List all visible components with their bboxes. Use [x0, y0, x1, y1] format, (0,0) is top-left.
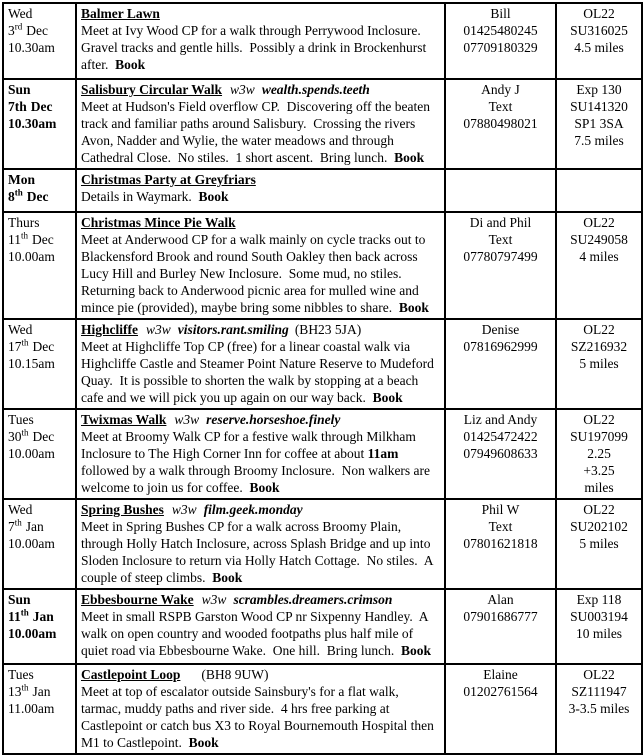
w3w-label: w3w — [174, 412, 200, 427]
w3w-address: film.geek.monday — [203, 502, 303, 517]
date-num: 11 — [8, 609, 21, 624]
date-cell — [3, 212, 76, 319]
w3w-address: reserve.horseshoe.finely — [206, 412, 341, 427]
map-line: 4.5 miles — [574, 40, 624, 55]
map-cell — [556, 499, 642, 589]
date-day: Mon — [8, 172, 35, 187]
contact-line: 01202761564 — [463, 684, 538, 699]
book-label: Book — [115, 57, 146, 72]
walk-description — [81, 231, 440, 316]
date-line2 — [8, 231, 71, 248]
date-month: Dec — [32, 339, 55, 354]
date-suffix: th — [21, 682, 29, 693]
date-day: Tues — [8, 667, 34, 682]
date-cell — [3, 499, 76, 589]
walk-cell — [76, 79, 445, 169]
date-time: 10.00am — [8, 626, 57, 641]
map-cell — [556, 3, 642, 79]
contact-line: Andy J — [481, 82, 520, 97]
walk-cell — [76, 169, 445, 212]
book-label: Book — [188, 735, 219, 750]
walk-body-text: Meet in small RSPB Garston Wood CP nr Sixpenny Handley. A walk on open country and wooded footpaths plus half mile of quiet road via Ebbesbourne Wake. One hill. Bring lunch. — [81, 609, 432, 658]
walk-cell — [76, 499, 445, 589]
date-num: 8 — [8, 189, 15, 204]
walk-body-text: Meet in Spring Bushes CP for a walk across Broomy Plain, through Holly Hatch Inclosure, across Splash Bridge and up into Sloden Inclosure to return via Holly Hatch Cottage. No stiles. A couple of steep climbs. — [81, 519, 437, 585]
date-month: Dec — [26, 189, 49, 204]
map-cell — [556, 169, 642, 212]
table-row — [3, 169, 642, 212]
date-num: 7 — [8, 519, 15, 534]
table-row — [3, 499, 642, 589]
date-cell — [3, 409, 76, 499]
map-cell — [556, 319, 642, 409]
walk-title-line — [81, 411, 440, 428]
date-cell — [3, 319, 76, 409]
contact-cell — [445, 319, 556, 409]
map-line: miles — [584, 480, 614, 495]
date-line2 — [8, 608, 71, 625]
date-suffix: th — [21, 230, 29, 241]
walk-description — [81, 608, 440, 659]
table-row — [3, 3, 642, 79]
contact-cell — [445, 3, 556, 79]
map-line: +3.25 — [583, 463, 615, 478]
date-time: 10.00am — [8, 249, 55, 264]
walk-cell — [76, 409, 445, 499]
contact-line: 07780797499 — [463, 249, 538, 264]
walk-title: Balmer Lawn — [81, 6, 160, 21]
contact-line: Text — [488, 232, 513, 247]
date-time: 10.30am — [8, 40, 55, 55]
walk-cell — [76, 212, 445, 319]
walk-body-text: Details in Waymark. — [81, 189, 199, 204]
date-day: Wed — [8, 502, 33, 517]
map-line: Exp 130 — [576, 82, 622, 97]
w3w-address: scrambles.dreamers.crimson — [233, 592, 393, 607]
contact-cell — [445, 79, 556, 169]
walk-cell — [76, 664, 445, 754]
table-row — [3, 589, 642, 664]
contact-cell — [445, 169, 556, 212]
postcode: (BH23 5JA) — [294, 322, 362, 337]
map-line: SZ216932 — [570, 339, 628, 354]
map-line: 7.5 miles — [574, 133, 624, 148]
date-line2 — [8, 518, 71, 535]
map-cell — [556, 409, 642, 499]
walk-body-text: Meet at Hudson's Field overflow CP. Discovering off the beaten track and familiar paths around Salisbury. Crossing the rivers Avon, Nadder and Wylie, the water meadows and through Cathedral Close. No stiles. 1 short ascent. Bring lunch. — [81, 99, 434, 165]
map-line: OL22 — [583, 502, 615, 517]
map-cell — [556, 79, 642, 169]
w3w-address: wealth.spends.teeth — [261, 82, 370, 97]
contact-cell — [445, 664, 556, 754]
date-suffix: th — [14, 99, 27, 114]
book-label: Book — [372, 390, 403, 405]
walk-cell — [76, 319, 445, 409]
contact-line: Denise — [481, 322, 520, 337]
book-label: Book — [198, 189, 229, 204]
date-time: 10.15am — [8, 356, 55, 371]
contact-line: 07949608633 — [463, 446, 538, 461]
contact-line: Text — [488, 99, 513, 114]
walk-title: Highcliffe — [81, 322, 138, 337]
contact-cell — [445, 499, 556, 589]
map-cell — [556, 664, 642, 754]
date-day: Sun — [8, 82, 31, 97]
w3w-label: w3w — [146, 322, 171, 337]
walk-description — [81, 428, 440, 496]
date-line2 — [8, 188, 71, 205]
walk-description — [81, 683, 440, 751]
contact-line: 07901686777 — [463, 609, 538, 624]
walk-description — [81, 98, 440, 166]
table-row — [3, 319, 642, 409]
date-suffix: th — [21, 427, 29, 438]
map-line: OL22 — [583, 667, 615, 682]
contact-line: Elaine — [483, 667, 518, 682]
walk-title-line — [81, 591, 440, 608]
map-line: SP1 3SA — [574, 116, 624, 131]
contact-line: Di and Phil — [469, 215, 532, 230]
table-row — [3, 664, 642, 754]
date-time: 11.00am — [8, 701, 55, 716]
map-line: OL22 — [583, 215, 615, 230]
book-label: Book — [400, 643, 431, 658]
walk-description — [81, 188, 440, 205]
contact-line: Alan — [487, 592, 514, 607]
map-line: OL22 — [583, 322, 615, 337]
walk-body-text: Meet at Anderwood CP for a walk mainly on cycle tracks out to Blackensford Brook and round South Oakley then back across Lucy Hill and Burley New Inclosure. Some mud, no stiles. Returning back to Anderwood picnic area for mulled wine and mince pie (provided), maybe bring some nibbles to share. — [81, 232, 429, 315]
contact-line: Liz and Andy — [463, 412, 538, 427]
date-line2 — [8, 22, 71, 39]
date-month: Dec — [32, 232, 54, 247]
walk-body-text: Meet at Highcliffe Top CP (free) for a linear coastal walk via Highcliffe Castle and Steamer Point Nature Reserve to Mudeford Quay. It is possible to shorten the walk by stopping at a beach cafe and we will pick you up again on our way back. — [81, 339, 438, 405]
contact-cell — [445, 212, 556, 319]
date-time: 10.00am — [8, 446, 55, 461]
walk-body-bold: 11am — [367, 446, 399, 461]
date-day: Thurs — [8, 215, 40, 230]
walk-title: Christmas Party at Greyfriars — [81, 172, 256, 187]
walk-title-line — [81, 5, 440, 22]
walk-description — [81, 518, 440, 586]
date-time: 10.30am — [8, 116, 57, 131]
date-suffix: th — [14, 517, 22, 528]
walk-title-line — [81, 171, 440, 188]
date-num: 30 — [8, 429, 22, 444]
contact-line: 07816962999 — [463, 339, 538, 354]
date-day: Wed — [8, 322, 33, 337]
date-num: 13 — [8, 684, 22, 699]
date-num: 17 — [8, 339, 22, 354]
date-month: Jan — [32, 609, 54, 624]
date-suffix: th — [14, 187, 23, 198]
contact-line: 07880498021 — [463, 116, 538, 131]
date-month: Dec — [30, 99, 53, 114]
map-line: 3-3.5 miles — [568, 701, 630, 716]
walk-title: Spring Bushes — [81, 502, 164, 517]
date-suffix: th — [20, 607, 29, 618]
date-num: 11 — [8, 232, 21, 247]
contact-line: Bill — [490, 6, 511, 21]
walk-cell — [76, 589, 445, 664]
w3w-label: w3w — [230, 82, 255, 97]
book-label: Book — [249, 480, 280, 495]
contact-line: Phil W — [481, 502, 520, 517]
postcode: (BH8 9UW) — [201, 667, 269, 682]
walk-title: Christmas Mince Pie Walk — [81, 215, 236, 230]
walk-title-line — [81, 321, 440, 338]
date-cell — [3, 79, 76, 169]
walk-body-text: Meet at Ivy Wood CP for a walk through Perrywood Inclosure. Gravel tracks and gentle hills. Possibly a drink in Brockenhurst after. — [81, 23, 430, 72]
walk-body-text: Meet at top of escalator outside Sainsbury's for a flat walk, tarmac, muddy paths and river side. 4 hrs free parking at Castlepoint or catch bus X3 to Royal Bournemouth Hospital then M1 to Castlepoint. — [81, 684, 438, 750]
date-suffix: th — [21, 337, 29, 348]
contact-line: 07801621818 — [463, 536, 538, 551]
contact-cell — [445, 409, 556, 499]
walk-title-line — [81, 81, 440, 98]
date-day: Sun — [8, 592, 31, 607]
walk-title-line — [81, 666, 440, 683]
map-line: OL22 — [583, 412, 615, 427]
map-line: 4 miles — [579, 249, 619, 264]
date-day: Wed — [8, 6, 33, 21]
walk-title-line — [81, 501, 440, 518]
map-line: 2.25 — [587, 446, 611, 461]
w3w-label: w3w — [201, 592, 227, 607]
map-line: Exp 118 — [576, 592, 622, 607]
map-line: 5 miles — [579, 536, 619, 551]
map-line: SU249058 — [570, 232, 628, 247]
date-month: Dec — [32, 429, 55, 444]
date-line2 — [8, 683, 71, 700]
map-line: SU202102 — [570, 519, 628, 534]
book-label: Book — [394, 150, 425, 165]
map-line: SU316025 — [570, 23, 628, 38]
table-row — [3, 79, 642, 169]
map-line: SU197099 — [570, 429, 628, 444]
walk-description — [81, 22, 440, 73]
date-suffix: rd — [14, 21, 23, 32]
map-cell — [556, 212, 642, 319]
date-day: Tues — [8, 412, 34, 427]
walk-body-text: Meet at Broomy Walk CP for a festive walk through Milkham Inclosure to The High Corner Inn for coffee at about — [81, 429, 420, 461]
date-month: Jan — [32, 684, 51, 699]
date-cell — [3, 3, 76, 79]
book-label: Book — [212, 570, 243, 585]
table-row — [3, 409, 642, 499]
date-cell — [3, 169, 76, 212]
w3w-label: w3w — [171, 502, 197, 517]
map-line: 5 miles — [579, 356, 619, 371]
date-time: 10.00am — [8, 536, 55, 551]
date-line2 — [8, 98, 71, 115]
table-row — [3, 212, 642, 319]
map-line: OL22 — [583, 6, 615, 21]
walk-description — [81, 338, 440, 406]
map-cell — [556, 589, 642, 664]
date-cell — [3, 664, 76, 754]
date-month: Dec — [26, 23, 48, 38]
walk-title: Twixmas Walk — [81, 412, 167, 427]
date-cell — [3, 589, 76, 664]
map-line: 10 miles — [575, 626, 623, 641]
map-line: SU141320 — [570, 99, 628, 114]
walk-title-line — [81, 214, 440, 231]
walk-title: Salisbury Circular Walk — [81, 82, 223, 97]
contact-line: 07709180329 — [463, 40, 538, 55]
w3w-address: visitors.rant.smiling — [177, 322, 289, 337]
walk-title: Castlepoint Loop — [81, 667, 181, 682]
map-line: SZ111947 — [571, 684, 627, 699]
date-month: Jan — [25, 519, 44, 534]
book-label: Book — [398, 300, 429, 315]
contact-cell — [445, 589, 556, 664]
date-line2 — [8, 428, 71, 445]
contact-line: 01425472422 — [463, 429, 538, 444]
walk-title: Ebbesbourne Wake — [81, 592, 194, 607]
date-line2 — [8, 338, 71, 355]
walk-cell — [76, 3, 445, 79]
map-line: SU003194 — [570, 609, 628, 624]
contact-line: Text — [488, 519, 513, 534]
walk-body-text: followed by a walk through Broomy Inclosure. Non walkers are welcome to join us for coffee. — [81, 446, 434, 495]
date-num: 7 — [8, 99, 15, 114]
date-num: 3 — [8, 23, 15, 38]
walks-table — [2, 2, 643, 755]
contact-line: 01425480245 — [463, 23, 538, 38]
